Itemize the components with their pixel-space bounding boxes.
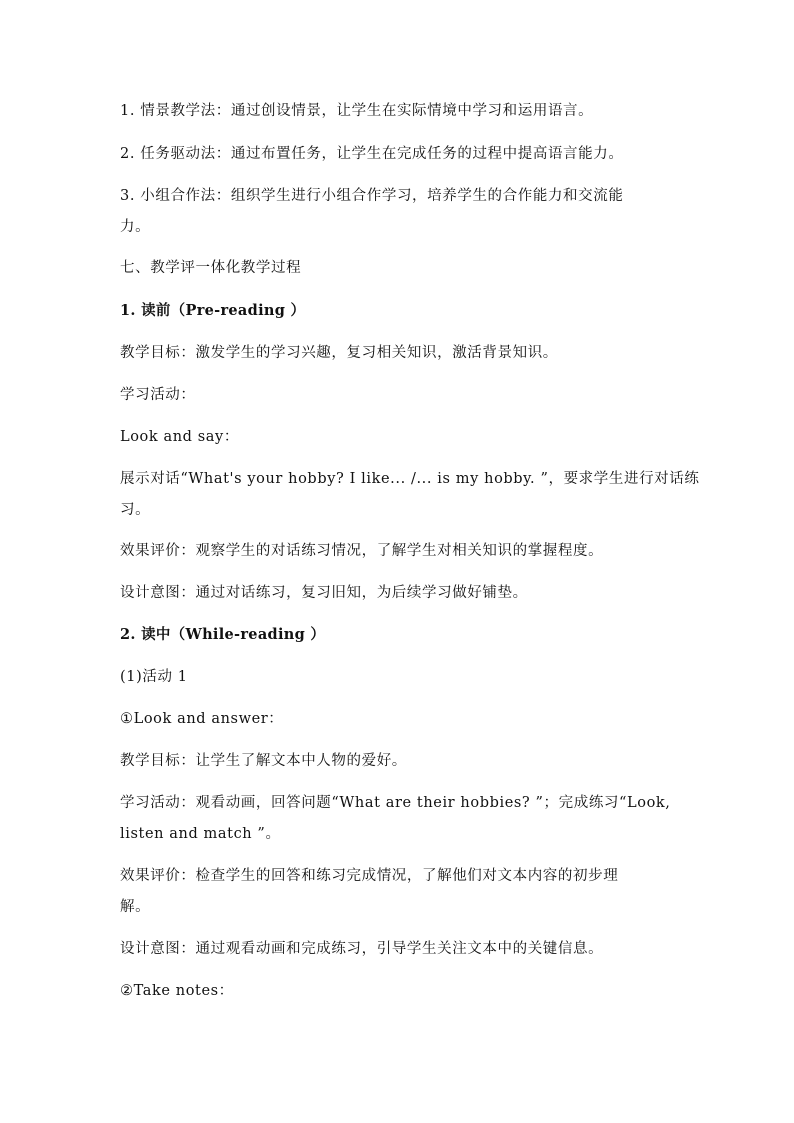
method-1: 1. 情景教学法：通过创设情景，让学生在实际情境中学习和运用语言。 — [120, 103, 594, 119]
dialogue-line-1: 展示对话“What's your hobby? I like... /... is my hobby. ”，要求学生进行对话练 — [120, 471, 700, 487]
activity-1-label: (1)活动 1 — [120, 669, 188, 685]
while-reading-intent: 设计意图：通过观看动画和完成练习，引导学生关注文本中的关键信息。 — [120, 941, 604, 957]
pre-reading-activity-label: 学习活动： — [120, 387, 196, 403]
pre-reading-evaluation: 效果评价：观察学生的对话练习情况，了解学生对相关知识的掌握程度。 — [120, 543, 604, 559]
while-reading-activity-line-1: 学习活动：观看动画，回答问题“What are their hobbies? ”；完成练习“Look, — [120, 795, 671, 811]
while-reading-goal: 教学目标：让学生了解文本中人物的爱好。 — [120, 753, 407, 769]
pre-reading-heading: 1. 读前（Pre-reading ） — [120, 302, 306, 319]
method-2: 2. 任务驱动法：通过布置任务，让学生在完成任务的过程中提高语言能力。 — [120, 146, 624, 162]
while-reading-evaluation-line-2: 解。 — [120, 899, 151, 915]
look-and-say: Look and say： — [120, 429, 239, 445]
method-3-line-2: 力。 — [120, 219, 151, 235]
take-notes: ②Take notes： — [120, 983, 234, 999]
while-reading-evaluation-line-1: 效果评价：检查学生的回答和练习完成情况，了解他们对文本内容的初步理 — [120, 868, 619, 884]
pre-reading-goal: 教学目标：激发学生的学习兴趣，复习相关知识，激活背景知识。 — [120, 345, 558, 361]
look-and-answer: ①Look and answer： — [120, 711, 284, 727]
while-reading-heading: 2. 读中（While-reading ） — [120, 626, 326, 643]
dialogue-line-2: 习。 — [120, 502, 151, 518]
section-title: 七、教学评一体化教学过程 — [120, 260, 302, 276]
pre-reading-intent: 设计意图：通过对话练习，复习旧知，为后续学习做好铺垫。 — [120, 585, 528, 601]
method-3-line-1: 3. 小组合作法：组织学生进行小组合作学习，培养学生的合作能力和交流能 — [120, 188, 624, 204]
while-reading-activity-line-2: listen and match ”。 — [120, 826, 281, 842]
